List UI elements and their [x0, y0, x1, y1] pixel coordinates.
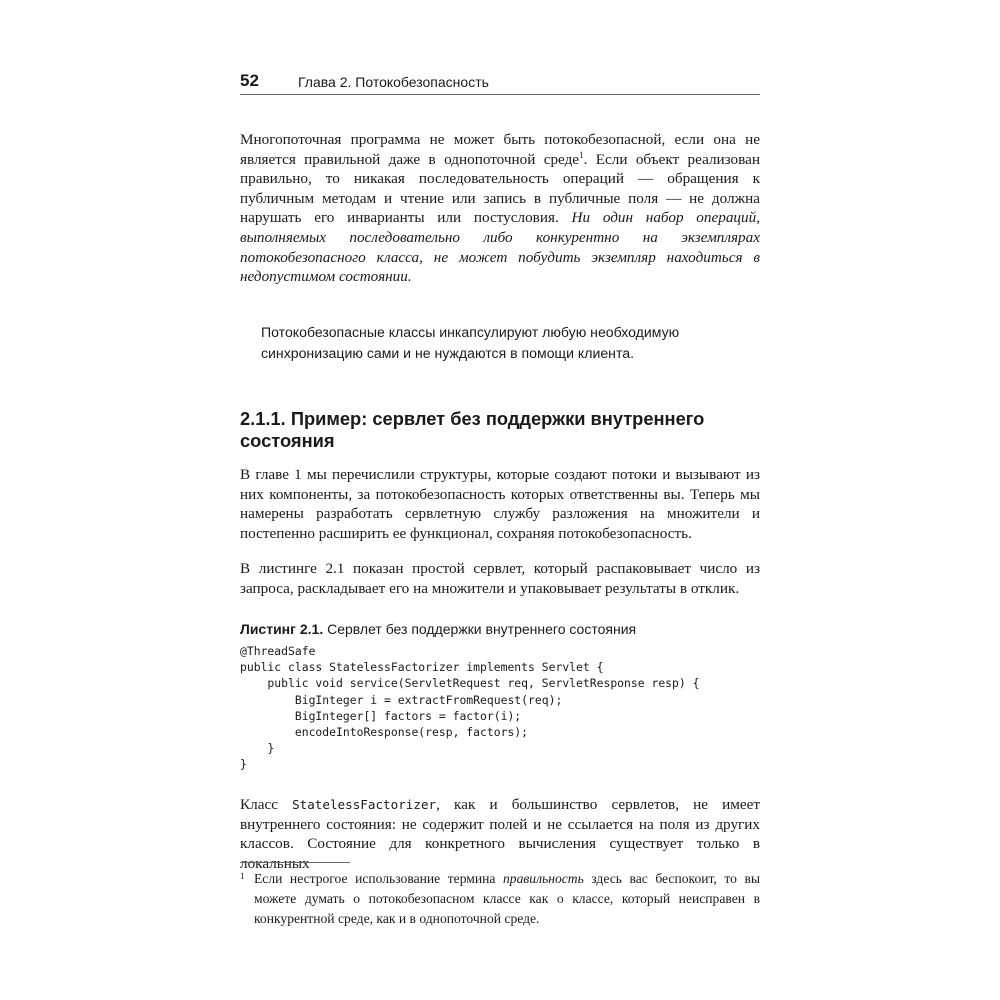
- footnote: [240, 869, 760, 930]
- page-number: 52: [240, 71, 259, 90]
- section-heading: 2.1.1. Пример: сервлет без поддержки внутреннего состояния: [240, 408, 705, 451]
- section-paragraph-1: В главе 1 мы перечислили структуры, которые создают потоки и вызывают из них компоненты, за потокобезопасность которых ответственны вы. Теперь мы намерены разработать сервлетную службу разложения на множители и постепенно расширить ее функционал, сохраняя потокобезопасность.: [240, 466, 760, 542]
- running-head: [240, 70, 760, 95]
- listing-label: Листинг 2.1.: [240, 621, 324, 637]
- footnote-text-start: Если нестрогое использование термина: [254, 871, 503, 886]
- footnote-reference[interactable]: 1: [579, 149, 584, 160]
- intro-paragraph: [240, 130, 760, 287]
- intro-text: Многопоточная программа не может быть потокобезопасной, если она не является правильной даже в однопоточной среде: [240, 131, 760, 168]
- intro-emphasis: Ни один набор операций, выполняемых последовательно либо конкурентно на экземплярах потокобезопасного класса, не может побудить экземпляр находиться в недопустимом состоянии.: [240, 209, 760, 286]
- running-title: Глава 2. Потокобезопасность: [298, 74, 489, 90]
- book-page: [240, 0, 760, 1000]
- footnote-text-end: здесь вас беспокоит, то вы можете думать о потокобезопасном классе как о классе, который неисправен в конкурентной среде, как и в однопоточной среде.: [254, 871, 760, 927]
- listing-caption: [240, 620, 760, 638]
- footnote-text: [254, 869, 760, 930]
- footnote-mark: 1: [240, 871, 245, 881]
- footnote-divider: [240, 862, 350, 863]
- footnote-emphasis: правильность: [503, 871, 584, 886]
- closing-rest: , как и большинство сервлетов, не имеет внутреннего состояния: не содержит полей и не ссылается на поля из других классов. Состояние для конкретного вычисления существует только в локальных: [240, 796, 760, 872]
- intro-text-continued: . Если объект реализован правильно, то никакая последовательность операций — обращения к публичным методам и чтение или запись в публичные поля — не должна нарушать его инварианты или постусловия.: [240, 150, 760, 227]
- callout-note: Потокобезопасные классы инкапсулируют любую необходимую синхронизацию сами и не нуждаются в помощи клиента.: [261, 324, 680, 361]
- closing-lead: Класс: [240, 796, 293, 813]
- inline-class-name: StatelessFactorizer: [292, 797, 437, 812]
- section-paragraph-2: В листинге 2.1 показан простой сервлет, который распаковывает число из запроса, раскладывает его на множители и упаковывает результаты в отклик.: [240, 560, 760, 597]
- listing-title: Сервлет без поддержки внутреннего состояния: [323, 621, 637, 637]
- code-listing: @ThreadSafe public class StatelessFactorizer implements Servlet { public void service(ServletRequest req, ServletResponse resp) { BigInteger i = extractFromRequest(req); BigInteger[] factors = factor(i); encodeIntoResponse(resp, factors); } }: [240, 644, 700, 772]
